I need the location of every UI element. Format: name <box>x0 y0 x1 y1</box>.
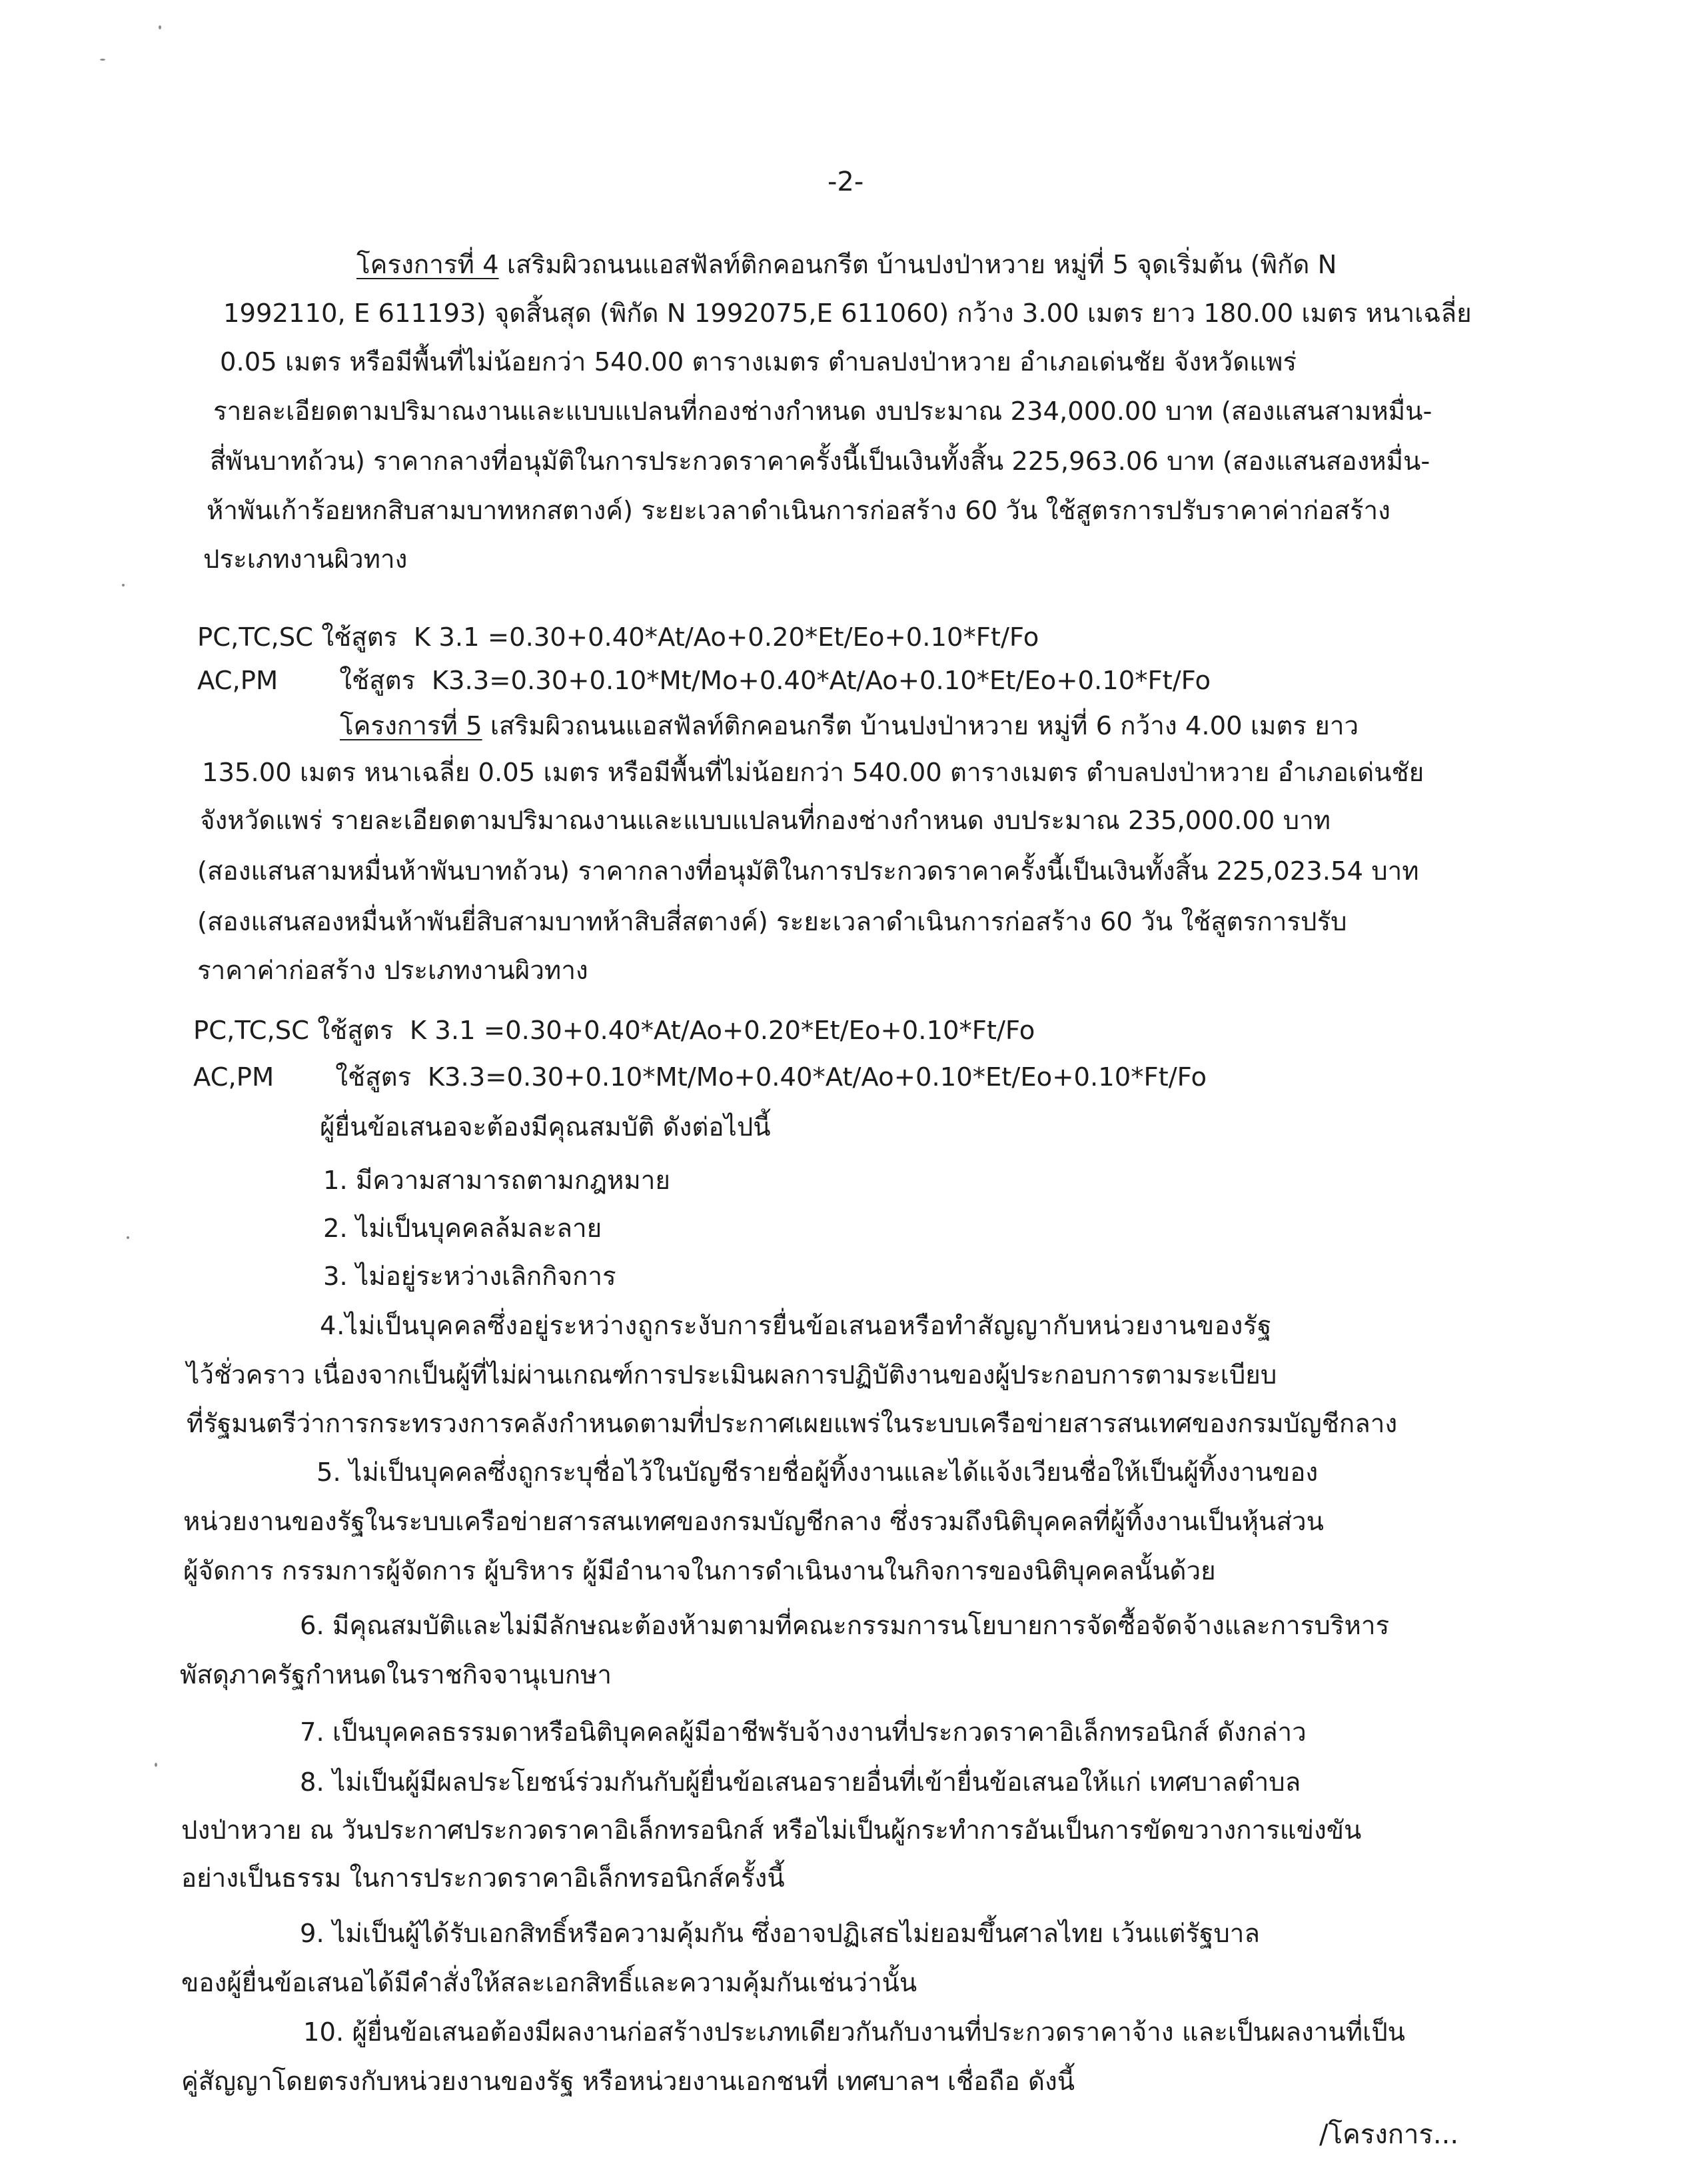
project-4-formula-2 <box>197 660 1211 700</box>
qualification-item-cont: พัสดุภาครัฐกำหนดในราชกิจจานุเบกษา <box>180 1660 612 1690</box>
formula-label: PC,TC,SC ใช้สูตร <box>197 622 398 652</box>
project-5-line: (สองแสนสามหมื่นห้าพันบาทถ้วน) ราคากลางที่อนุมัติในการประกวดราคาครั้งนี้เป็นเงินทั้งสิ้น 225,023.54 บาท <box>197 856 1419 886</box>
project-5-formula-2 <box>193 1056 1207 1097</box>
qualification-item: 4.ไม่เป็นบุคคลซึ่งอยู่ระหว่างถูกระงับการยื่นข้อเสนอหรือทำสัญญากับหน่วยงานของรัฐ <box>320 1311 1272 1341</box>
qualification-item-cont: ของผู้ยื่นข้อเสนอได้มีคำสั่งให้สละเอกสิทธิ์และความคุ้มกันเช่นว่านั้น <box>181 1968 917 1998</box>
project-4-line: ห้าพันเก้าร้อยหกสิบสามบาทหกสตางค์) ระยะเวลาดำเนินการก่อสร้าง 60 วัน ใช้สูตรการปรับราคาค่าก่อสร้าง <box>207 496 1391 526</box>
qualification-item-cont: อย่างเป็นธรรม ในการประกวดราคาอิเล็กทรอนิกส์ครั้งนี้ <box>181 1863 785 1893</box>
formula-text: K 3.1 =0.30+0.40*At/Ao+0.20*Et/Eo+0.10*Ft/Fo <box>409 1016 1035 1046</box>
scan-speck <box>100 59 105 61</box>
project-5-formula-1 <box>193 1010 1035 1050</box>
qualification-item-cont: คู่สัญญาโดยตรงกับหน่วยงานของรัฐ หรือหน่วยงานเอกชนที่ เทศบาลฯ เชื่อถือ ดังนี้ <box>181 2067 1075 2097</box>
qualifications-intro: ผู้ยื่นข้อเสนอจะต้องมีคุณสมบัติ ดังต่อไปนี้ <box>320 1112 771 1142</box>
scan-speck <box>127 1236 129 1239</box>
formula-use: ใช้สูตร <box>335 1062 412 1092</box>
project-4-heading: โครงการที่ 4 <box>356 250 499 280</box>
qualification-item: 6. มีคุณสมบัติและไม่มีลักษณะต้องห้ามตามที่คณะกรรมการนโยบายการจัดซื้อจัดจ้างและการบริหาร <box>300 1611 1390 1641</box>
qualification-item: 2. ไม่เป็นบุคคลล้มละลาย <box>323 1214 602 1244</box>
project-4-line: 1992110, E 611193) จุดสิ้นสุด (พิกัด N 1992075,E 611060) กว้าง 3.00 เมตร ยาว 180.00 เมตร หนาเฉลี่ย <box>223 299 1472 329</box>
project-4-line: 0.05 เมตร หรือมีพื้นที่ไม่น้อยกว่า 540.00 ตารางเมตร ตำบลปงป่าหวาย อำเภอเด่นชัย จังหวัดแพร่ <box>220 347 1297 377</box>
qualification-item-cont: ไว้ชั่วคราว เนื่องจากเป็นผู้ที่ไม่ผ่านเกณฑ์การประเมินผลการปฏิบัติงานของผู้ประกอบการตามระเบียบ <box>187 1360 1277 1390</box>
scan-speck <box>159 25 161 29</box>
qualification-item-cont: ผู้จัดการ กรรมการผู้จัดการ ผู้บริหาร ผู้มีอำนาจในการดำเนินงานในกิจการของนิติบุคคลนั้นด้วย <box>183 1556 1216 1586</box>
project-4-line: เสริมผิวถนนแอสฟัลท์ติกคอนกรีต บ้านปงป่าหวาย หมู่ที่ 5 จุดเริ่มต้น (พิกัด N <box>498 250 1337 280</box>
qualification-item: 10. ผู้ยื่นข้อเสนอต้องมีผลงานก่อสร้างประเภทเดียวกันกับงานที่ประกวดราคาจ้าง และเป็นผลงานที่เป็น <box>303 2017 1405 2047</box>
formula-label: AC,PM <box>197 666 279 696</box>
page-number: -2- <box>828 167 864 197</box>
formula-text: K 3.1 =0.30+0.40*At/Ao+0.20*Et/Eo+0.10*Ft/Fo <box>413 622 1039 652</box>
qualification-item: 3. ไม่อยู่ระหว่างเลิกกิจการ <box>323 1262 616 1292</box>
scan-speck <box>122 584 125 586</box>
qualification-item-cont: หน่วยงานของรัฐในระบบเครือข่ายสารสนเทศของกรมบัญชีกลาง ซึ่งรวมถึงนิติบุคคลที่ผู้ทิ้งงานเป็นหุ้นส่วน <box>183 1507 1324 1537</box>
project-5-first-line <box>340 705 1359 746</box>
qualification-item: 9. ไม่เป็นผู้ได้รับเอกสิทธิ์หรือความคุ้มกัน ซึ่งอาจปฏิเสธไม่ยอมขึ้นศาลไทย เว้นแต่รัฐบาล <box>300 1919 1260 1949</box>
formula-label: PC,TC,SC ใช้สูตร <box>193 1016 394 1046</box>
qualification-item: 5. ไม่เป็นบุคคลซึ่งถูกระบุชื่อไว้ในบัญชีรายชื่อผู้ทิ้งงานและได้แจ้งเวียนชื่อให้เป็นผู้ทิ้งงานของ <box>316 1458 1319 1488</box>
scan-speck <box>155 1763 157 1767</box>
project-5-line: 135.00 เมตร หนาเฉลี่ย 0.05 เมตร หรือมีพื้นที่ไม่น้อยกว่า 540.00 ตารางเมตร ตำบลปงป่าหวาย อำเภอเด่นชัย <box>202 758 1424 788</box>
qualification-item-cont: ปงป่าหวาย ณ วันประกาศประกวดราคาอิเล็กทรอนิกส์ หรือไม่เป็นผู้กระทำการอันเป็นการขัดขวางการแข่งขัน <box>181 1815 1362 1845</box>
qualification-item-cont: ที่รัฐมนตรีว่าการกระทรวงการคลังกำหนดตามที่ประกาศเผยแพร่ในระบบเครือข่ายสารสนเทศของกรมบัญชีกลาง <box>187 1409 1398 1439</box>
formula-use: ใช้สูตร <box>339 666 416 696</box>
qualification-item: 8. ไม่เป็นผู้มีผลประโยชน์ร่วมกันกับผู้ยื่นข้อเสนอรายอื่นที่เข้ายื่นข้อเสนอให้แก่ เทศบาลตำบล <box>300 1767 1301 1797</box>
project-5-line: จังหวัดแพร่ รายละเอียดตามปริมาณงานและแบบแปลนที่กองช่างกำหนด งบประมาณ 235,000.00 บาท <box>200 806 1331 836</box>
continuation-marker: /โครงการ... <box>1319 2119 1459 2150</box>
project-4-line: สี่พันบาทถ้วน) ราคากลางที่อนุมัติในการประกวดราคาครั้งนี้เป็นเงินทั้งสิ้น 225,963.06 บาท (สองแสนสองหมื่น- <box>210 447 1430 477</box>
qualification-item: 1. มีความสามารถตามกฎหมาย <box>323 1166 670 1196</box>
project-5-line: (สองแสนสองหมื่นห้าพันยี่สิบสามบาทห้าสิบสี่สตางค์) ระยะเวลาดำเนินการก่อสร้าง 60 วัน ใช้สูตรการปรับ <box>197 907 1347 937</box>
formula-text: K3.3=0.30+0.10*Mt/Mo+0.40*At/Ao+0.10*Et/Eo+0.10*Ft/Fo <box>431 666 1211 696</box>
project-4-first-line <box>356 244 1337 285</box>
project-4-line: รายละเอียดตามปริมาณงานและแบบแปลนที่กองช่างกำหนด งบประมาณ 234,000.00 บาท (สองแสนสามหมื่น- <box>213 397 1432 427</box>
formula-label: AC,PM <box>193 1062 275 1092</box>
project-4-formula-1 <box>197 616 1039 657</box>
project-5-line: เสริมผิวถนนแอสฟัลท์ติกคอนกรีต บ้านปงป่าหวาย หมู่ที่ 6 กว้าง 4.00 เมตร ยาว <box>482 711 1359 741</box>
qualification-item: 7. เป็นบุคคลธรรมดาหรือนิติบุคคลผู้มีอาชีพรับจ้างงานที่ประกวดราคาอิเล็กทรอนิกส์ ดังกล่าว <box>300 1717 1307 1747</box>
formula-text: K3.3=0.30+0.10*Mt/Mo+0.40*At/Ao+0.10*Et/Eo+0.10*Ft/Fo <box>427 1062 1207 1092</box>
project-5-line: ราคาค่าก่อสร้าง ประเภทงานผิวทาง <box>197 956 588 986</box>
project-4-line: ประเภทงานผิวทาง <box>203 545 408 574</box>
project-5-heading: โครงการที่ 5 <box>340 711 482 741</box>
